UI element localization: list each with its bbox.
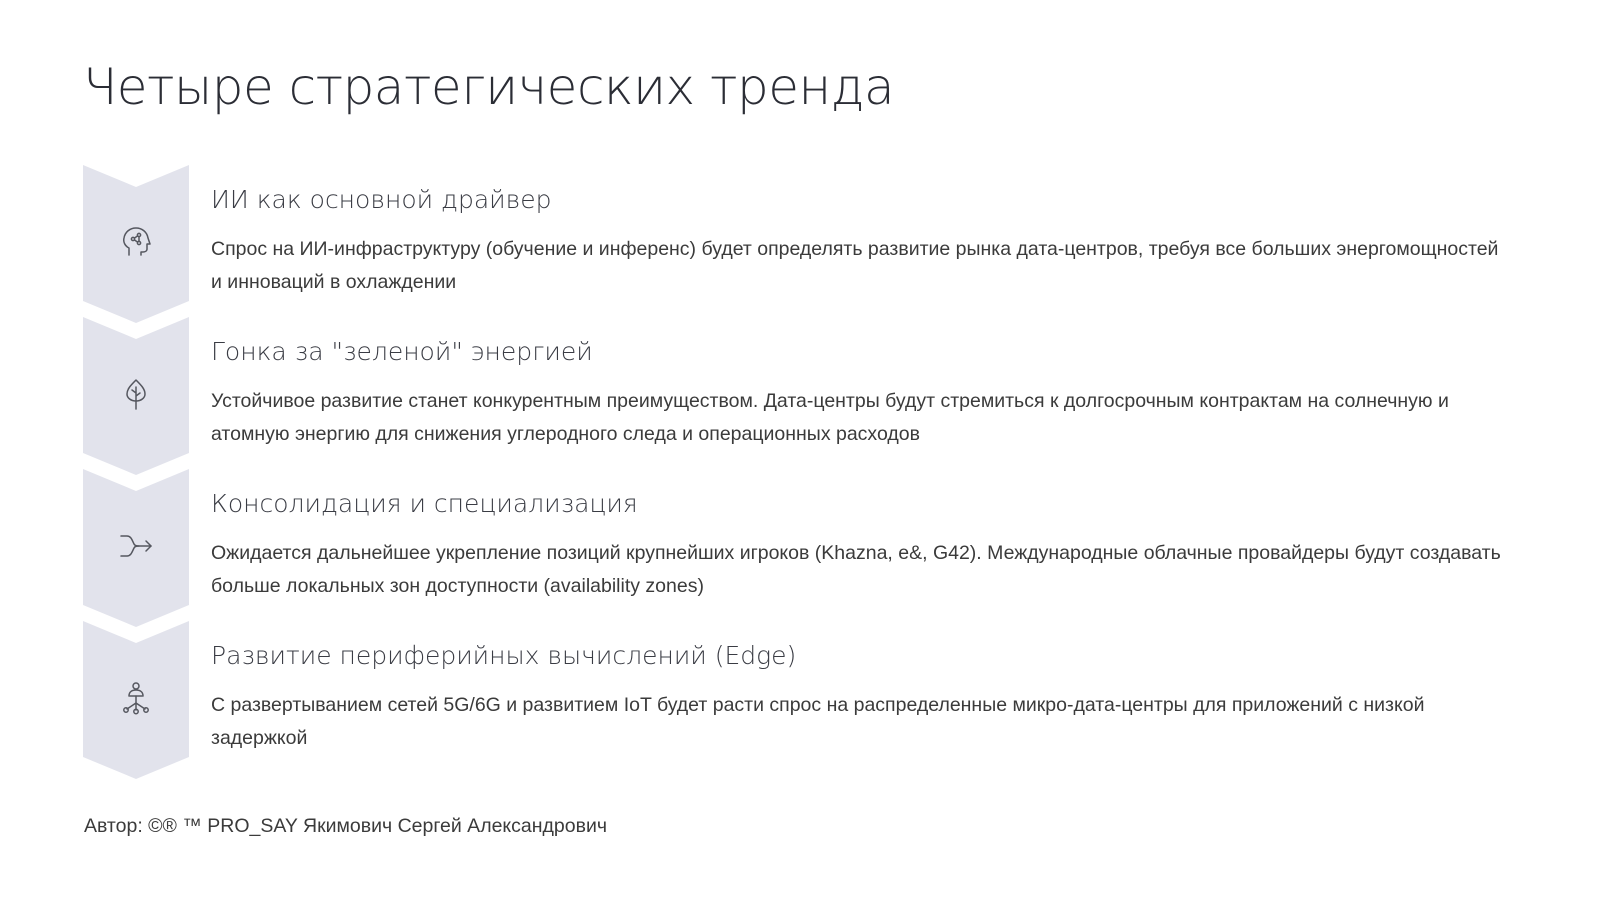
trend-title: Гонка за "зеленой" энергией [211,337,593,366]
trend-description: Ожидается дальнейшее укрепление позиций крупнейших игроков (Khazna, e&, G42). Международные облачные провайдеры будут создавать больше локальных зон доступности (availability zones) [211,542,1501,597]
trend-title: ИИ как основной драйвер [211,185,552,214]
trend-description: С развертыванием сетей 5G/6G и развитием IoT будет расти спрос на распределенные микро-дата-центры для приложений с низкой задержкой [211,694,1425,749]
trend-item-ai [83,165,1523,323]
chevron-marker [83,165,189,323]
trend-item-green-energy [83,317,1523,475]
tree-icon [119,377,153,411]
chevron-marker [83,621,189,779]
trend-title: Консолидация и специализация [211,489,638,518]
trend-description: Устойчивое развитие станет конкурентным преимуществом. Дата-центры будут стремиться к долгосрочным контрактам на солнечную и атомную энергию для снижения углеродного следа и операционных расходов [211,390,1449,445]
chevron-marker [83,469,189,627]
network-person-icon [119,681,153,715]
trend-item-edge [83,621,1523,779]
chevron-marker [83,317,189,475]
ai-head-icon [119,225,153,259]
trend-description: Спрос на ИИ-инфраструктуру (обучение и инференс) будет определять развитие рынка дата-центров, требуя все больших энергомощностей и инноваций в охлаждении [211,238,1499,293]
trend-title: Развитие периферийных вычислений (Edge) [211,641,797,670]
author-credit: Автор: ©® ™ PRO_SAY Якимович Сергей Александрович [84,815,608,837]
merge-arrow-icon [119,529,153,563]
page-title: Четыре стратегических тренда [83,58,895,116]
trend-item-consolidation [83,469,1523,627]
